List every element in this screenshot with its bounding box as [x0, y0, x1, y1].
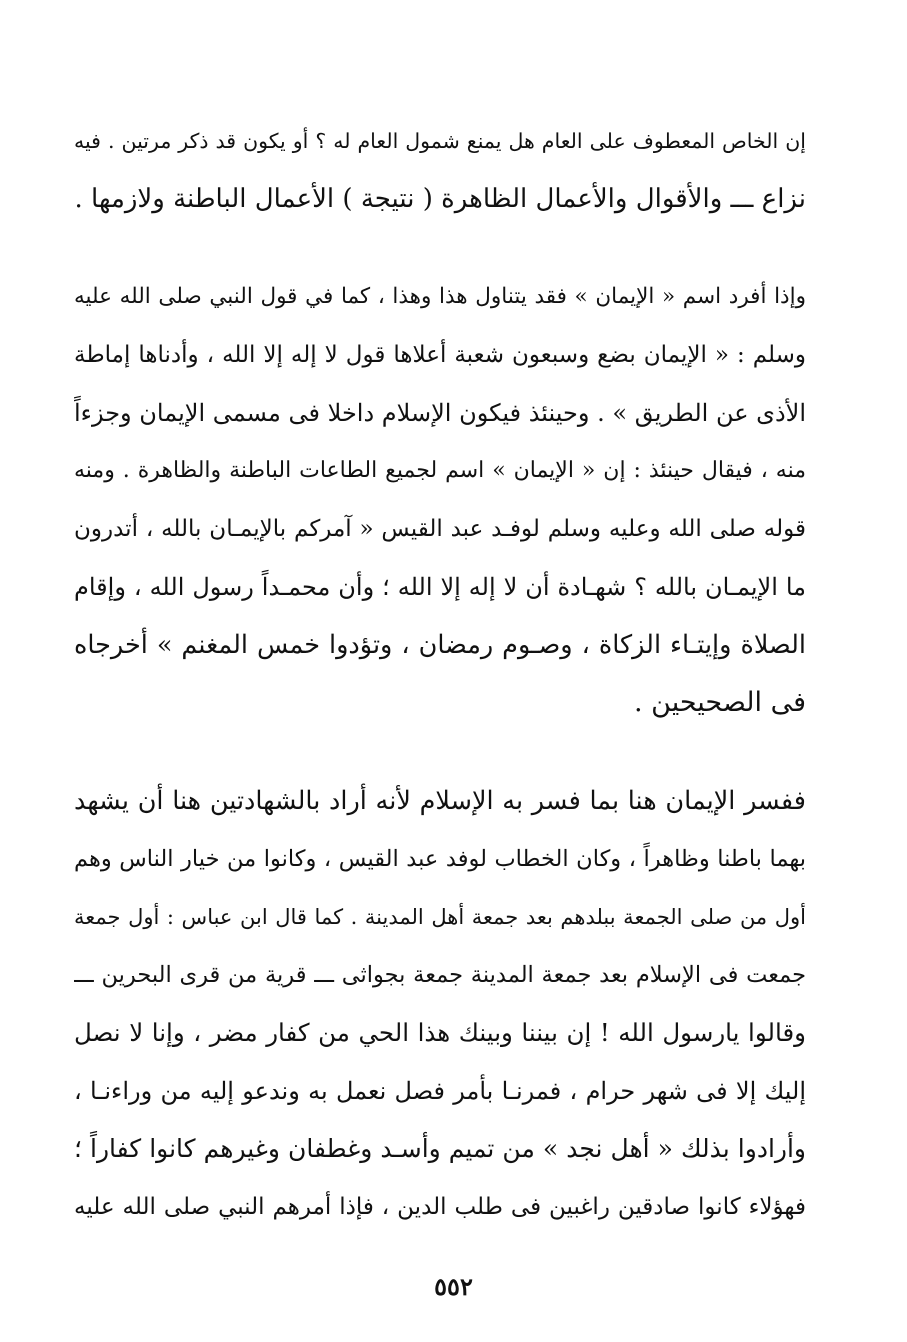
- text-line: وإذا أفرد اسم « الإيمان » فقد يتناول هذا وهذا ، كما في قول النبي صلى الله عليه: [74, 284, 806, 309]
- paragraph-3: [74, 772, 806, 1236]
- text-line: الصلاة وإيتـاء الزكاة ، وصـوم رمضان ، وتؤدوا خمس المغنم » أخرجاه: [74, 630, 806, 660]
- text-line: أول من صلى الجمعة ببلدهم بعد جمعة أهل المدينة . كما قال ابن عباس : أول جمعة: [74, 905, 806, 929]
- text-line: وقالوا يارسول الله ! إن بيننا وبينك هذا الحي من كفار مضر ، وإنا لا نصل: [74, 1018, 806, 1047]
- paragraph-1: [74, 112, 806, 228]
- text-line: إن الخاص المعطوف على العام هل يمنع شمول العام له ؟ أو يكون قد ذكر مرتين . فيه: [74, 129, 806, 153]
- text-line: وأرادوا بذلك « أهل نجد » من تميم وأسـد وغطفان وغيرهم كانوا كفاراً ؛: [74, 1134, 806, 1163]
- paragraph-2: [74, 268, 806, 732]
- text-line: ما الإيمـان بالله ؟ شهـادة أن لا إله إلا الله ؛ وأن محمـداً رسول الله ، وإقام: [74, 573, 806, 601]
- text-line: جمعت فى الإسلام بعد جمعة المدينة جمعة بجواثى ـــ قرية من قرى البحرين ـــ: [74, 962, 806, 988]
- text-line: فهؤلاء كانوا صادقين راغبين فى طلب الدين ، فإذا أمرهم النبي صلى الله عليه: [74, 1194, 806, 1220]
- text-line: الأذى عن الطريق » . وحينئذ فيكون الإسلام داخلا فى مسمى الإيمان وجزءاً: [74, 399, 806, 427]
- text-line: نزاع ـــ والأقوال والأعمال الظاهرة ( نتيجة ) الأعمال الباطنة ولازمها .: [74, 184, 806, 214]
- text-line: وسلم : « الإيمان بضع وسبعون شعبة أعلاها قول لا إله إلا الله ، وأدناها إماطة: [74, 342, 806, 368]
- text-line: ففسر الإيمان هنا بما فسر به الإسلام لأنه أراد بالشهادتين هنا أن يشهد: [74, 786, 806, 816]
- text-line: فى الصحيحين .: [633, 687, 806, 718]
- text-line: إليك إلا فى شهر حرام ، فمرنـا بأمر فصل نعمل به وندعو إليه من وراءنـا ،: [74, 1077, 806, 1105]
- text-line: بهما باطنا وظاهراً ، وكان الخطاب لوفد عبد القيس ، وكانوا من خيار الناس وهم: [74, 846, 806, 872]
- text-line: منه ، فيقال حينئذ : إن « الإيمان » اسم لجميع الطاعات الباطنة والظاهرة . ومنه: [74, 458, 806, 483]
- page-number: ٥٥٢: [434, 1272, 473, 1301]
- text-line: قوله صلى الله وعليه وسلم لوفـد عبد القيس « آمركم بالإيمـان بالله ، أتدرون: [74, 516, 806, 542]
